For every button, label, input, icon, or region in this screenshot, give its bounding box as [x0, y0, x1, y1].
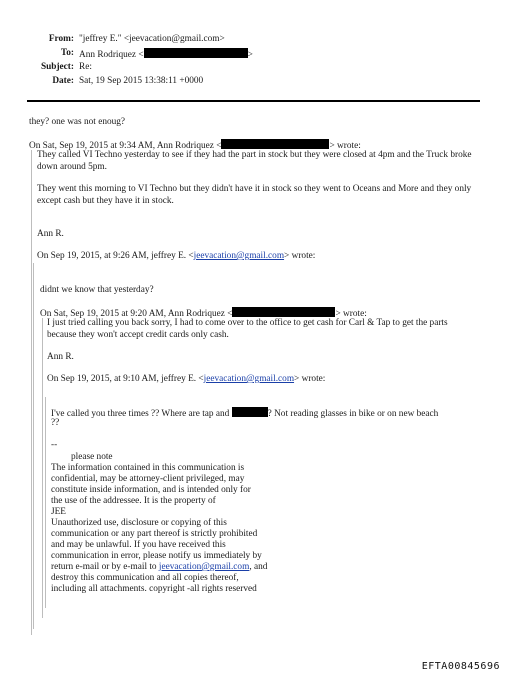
quote-line	[51, 407, 438, 421]
reply-line: they? one was not enoug?	[29, 117, 126, 127]
redaction-box	[144, 48, 248, 58]
disclaimer-text-end: , and	[249, 562, 268, 572]
subject-label: Subject:	[40, 62, 74, 72]
to-value	[79, 48, 253, 62]
disclaimer-line: Unauthorized use, disclosure or copying of this	[51, 518, 227, 528]
attribution-end: > wrote:	[335, 309, 367, 319]
quote-attribution-2	[37, 251, 315, 263]
signature-note: please note	[71, 452, 113, 462]
disclaimer-line: the use of the addressee. It is the property of	[51, 496, 216, 506]
header-divider	[27, 100, 480, 102]
message-text-end: ? Not reading glasses in bike or on new beach	[267, 409, 439, 419]
from-value: "jeffrey E." <jeevacation@gmail.com>	[79, 34, 225, 44]
date-label: Date:	[52, 76, 74, 86]
disclaimer-line: confidential, may be attorney-client privileged, may	[51, 474, 245, 484]
signature-name: Ann R.	[47, 352, 74, 362]
document-id: EFTA00845696	[421, 661, 500, 672]
quote-paragraph: I just tried calling you back sorry, I had to come over to the office to get cash for Carl & Tap to get the parts because they won't accept credit cards only cash.	[47, 318, 448, 340]
attribution-end: > wrote:	[294, 374, 326, 384]
date-value: Sat, 19 Sep 2015 13:38:11 +0000	[79, 76, 204, 86]
attribution-end: > wrote:	[284, 251, 316, 261]
disclaimer-line	[51, 562, 267, 574]
from-label: From:	[48, 34, 74, 44]
quote-attribution-4	[47, 374, 325, 386]
signature-name: Ann R.	[37, 229, 64, 239]
quote-line: didnt we know that yesterday?	[40, 285, 154, 295]
email-link[interactable]: jeevacation@gmail.com	[203, 374, 295, 384]
subject-value: Re:	[79, 62, 92, 72]
attribution-text: On Sep 19, 2015, at 9:26 AM, jeffrey E. <	[37, 251, 194, 261]
to-value-end: >	[247, 50, 253, 60]
disclaimer-text: return e-mail or by e-mail to	[51, 562, 159, 572]
message-text: I've called you three times ?? Where are tap and	[51, 409, 230, 419]
quote-paragraph: They called VI Techno yesterday to see if they had the part in stock but they were closed at 4pm and the Truck broke down around 5pm.	[37, 150, 472, 172]
disclaimer-line: communication in error, please notify us immediately by	[51, 551, 262, 561]
attribution-text: On Sat, Sep 19, 2015 at 9:20 AM, Ann Rodriquez <	[40, 309, 233, 319]
disclaimer-line: destroy this communication and all copies thereof,	[51, 573, 239, 583]
redaction-box	[232, 307, 335, 317]
email-link[interactable]: jeevacation@gmail.com	[193, 251, 285, 261]
redaction-box	[221, 139, 329, 149]
disclaimer-line: constitute inside information, and is intended only for	[51, 485, 251, 495]
quote-bar-level-3	[42, 318, 43, 618]
disclaimer-line: communication or any part thereof is strictly prohibited	[51, 529, 258, 539]
quote-paragraph: They went this morning to VI Techno but they didn't have it in stock so they went to Oceans and More and they only except cash but they have it in stock.	[37, 184, 472, 206]
signature-dashes: --	[51, 440, 58, 450]
quote-bar-level-1	[31, 150, 32, 635]
attribution-text: On Sep 19, 2015, at 9:10 AM, jeffrey E. <	[47, 374, 204, 384]
to-label: To:	[60, 48, 74, 58]
redaction-box	[232, 407, 268, 417]
quote-bar-level-4	[45, 397, 46, 608]
to-value-text: Ann Rodriquez <	[79, 50, 144, 60]
disclaimer-line: including all attachments. copyright -all rights reserved	[51, 584, 257, 594]
disclaimer-line: The information contained in this communication is	[51, 463, 245, 473]
disclaimer-line: and may be unlawful. If you have received this	[51, 540, 226, 550]
quote-line: ??	[51, 418, 60, 428]
attribution-text: On Sat, Sep 19, 2015 at 9:34 AM, Ann Rodriquez <	[29, 141, 222, 151]
disclaimer-line: JEE	[51, 507, 66, 517]
email-link[interactable]: jeevacation@gmail.com	[158, 562, 250, 572]
quote-bar-level-2	[33, 263, 34, 629]
attribution-end: > wrote:	[329, 141, 361, 151]
